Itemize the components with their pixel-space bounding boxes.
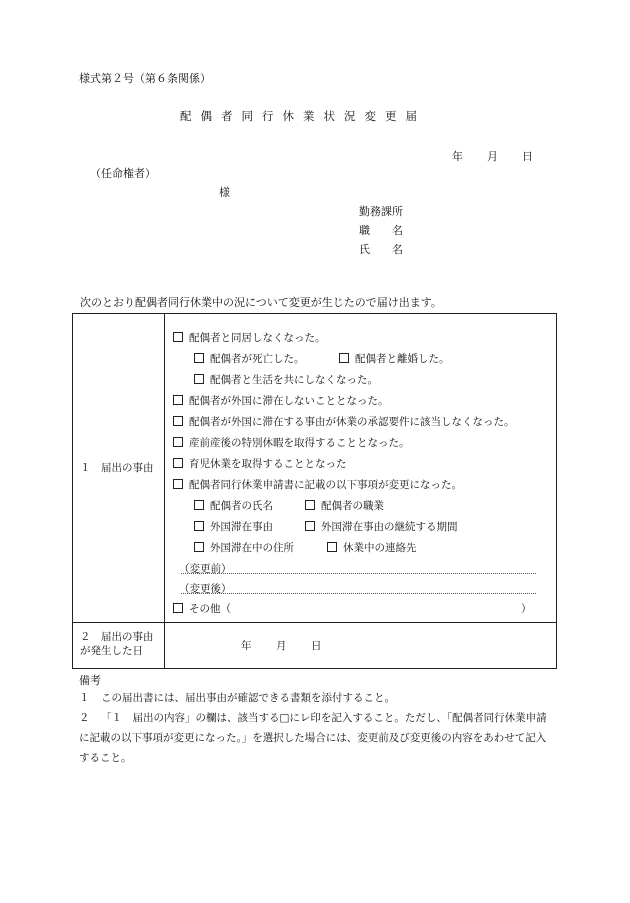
- form-title: [180, 110, 426, 124]
- title-char: 行: [262, 109, 274, 123]
- note-number: ２: [79, 712, 90, 724]
- option-label: 配偶者が外国に滞在する事由が休業の承認要件に該当しなくなった。: [189, 416, 515, 428]
- occurrence-year-label: 年: [241, 640, 252, 652]
- title-char: 同: [241, 109, 253, 123]
- checkbox-icon[interactable]: [194, 521, 204, 531]
- other-close-paren: ）: [521, 603, 532, 615]
- checkbox-icon[interactable]: [194, 353, 204, 363]
- option-label: 育児休業を取得することとなった: [189, 458, 347, 470]
- option-abroad-address[interactable]: [194, 540, 294, 555]
- date-day-label: 日: [522, 150, 533, 163]
- after-change-line[interactable]: [181, 593, 536, 594]
- option-label: 配偶者と生活を共にしなくなった。: [210, 374, 378, 386]
- checkbox-icon[interactable]: [194, 542, 204, 552]
- option-label: 配偶者と離婚した。: [355, 353, 450, 365]
- reason-row-header: １ 届出の事由: [80, 462, 154, 474]
- title-char: 者: [221, 109, 233, 123]
- notes-heading: 備考: [79, 674, 101, 687]
- date-year-label: 年: [452, 150, 463, 163]
- reason-row: [73, 314, 556, 623]
- form-number: 様式第２号（第６条関係）: [79, 72, 211, 85]
- title-char: 状: [323, 109, 335, 123]
- report-table: [72, 313, 557, 669]
- before-change-line[interactable]: [181, 573, 536, 574]
- option-abroad-period[interactable]: [305, 519, 458, 534]
- title-char: 更: [385, 109, 397, 123]
- honorific-label: 様: [219, 186, 230, 199]
- checkbox-icon[interactable]: [173, 416, 183, 426]
- title-char: 業: [303, 109, 315, 123]
- option-childcare-leave[interactable]: [173, 456, 347, 471]
- after-change-label: （変更後）: [179, 583, 232, 595]
- note-item: [79, 708, 549, 768]
- checkbox-icon[interactable]: [194, 374, 204, 384]
- header-line: ２ 届出の事由: [80, 631, 154, 643]
- option-reason-not-eligible[interactable]: [173, 414, 515, 429]
- applicant-name-label: 氏 名: [359, 243, 403, 256]
- option-label: 配偶者が外国に滞在しないこととなった。: [189, 395, 389, 407]
- title-char: 届: [405, 109, 417, 123]
- option-spouse-name[interactable]: [194, 498, 273, 513]
- occurrence-date-header: [80, 630, 154, 658]
- intro-text: 次のとおり配偶者同行休業中の況について変更が生じたので届け出ます。: [80, 296, 442, 309]
- applicant-post-label: 職 名: [359, 224, 403, 237]
- checkbox-icon[interactable]: [173, 437, 183, 447]
- note-item: [79, 688, 395, 708]
- checkbox-icon[interactable]: [327, 542, 337, 552]
- option-spouse-died[interactable]: [194, 351, 305, 366]
- appointer-label: （任命権者）: [90, 167, 156, 180]
- occurrence-day-label: 日: [311, 640, 322, 652]
- title-char: 配: [180, 109, 192, 123]
- option-label: 配偶者の氏名: [210, 500, 273, 512]
- checkbox-icon[interactable]: [173, 458, 183, 468]
- option-label: 外国滞在事由の継続する期間: [321, 521, 458, 533]
- note-text: 「１ 届出の内容」の欄は、該当する□にレ印を記入すること。ただし、「配偶者同行休業申請に記載の以下事項が変更になった。」を選択した場合には、変更前及び変更後の内容をあわせて記入すること。: [79, 712, 547, 764]
- checkbox-icon[interactable]: [173, 603, 183, 613]
- note-number: １: [79, 692, 90, 704]
- occurrence-month-label: 月: [276, 640, 287, 652]
- option-label: 配偶者同行休業申請書に記載の以下事項が変更になった。: [189, 479, 462, 491]
- checkbox-icon[interactable]: [305, 500, 315, 510]
- before-change-label: （変更前）: [179, 563, 232, 575]
- option-not-living-together[interactable]: [194, 372, 378, 387]
- checkbox-icon[interactable]: [173, 395, 183, 405]
- applicant-dept-label: 勤務課所: [359, 205, 403, 218]
- checkbox-icon[interactable]: [194, 500, 204, 510]
- option-label: その他（: [189, 603, 231, 615]
- option-other[interactable]: [173, 601, 231, 616]
- option-spouse-not-abroad[interactable]: [173, 393, 389, 408]
- title-char: 変: [364, 109, 376, 123]
- checkbox-icon[interactable]: [305, 521, 315, 531]
- occurrence-date-row: [73, 622, 556, 668]
- option-label: 配偶者が死亡した。: [210, 353, 305, 365]
- option-label: 産前産後の特別休暇を取得することとなった。: [189, 437, 410, 449]
- title-char: 況: [344, 109, 356, 123]
- header-line: が発生した日: [80, 645, 143, 658]
- option-label: 外国滞在事由: [210, 521, 273, 533]
- option-maternity-leave[interactable]: [173, 435, 410, 450]
- option-label: 配偶者と同居しなくなった。: [189, 332, 326, 344]
- option-abroad-reason[interactable]: [194, 519, 273, 534]
- option-label: 外国滞在中の住所: [210, 542, 294, 554]
- checkbox-icon[interactable]: [173, 479, 183, 489]
- option-not-cohabiting[interactable]: [173, 330, 326, 345]
- option-label: 休業中の連絡先: [343, 542, 417, 554]
- option-contact[interactable]: [327, 540, 417, 555]
- checkbox-icon[interactable]: [339, 353, 349, 363]
- note-text: この届出書には、届出事由が確認できる書類を添付すること。: [101, 692, 395, 704]
- checkbox-icon[interactable]: [173, 332, 183, 342]
- option-divorced[interactable]: [339, 351, 450, 366]
- option-label: 配偶者の職業: [321, 500, 384, 512]
- title-char: 偶: [200, 109, 212, 123]
- option-spouse-occupation[interactable]: [305, 498, 384, 513]
- title-char: 休: [282, 109, 294, 123]
- option-application-changed[interactable]: [173, 477, 462, 492]
- date-month-label: 月: [487, 150, 498, 163]
